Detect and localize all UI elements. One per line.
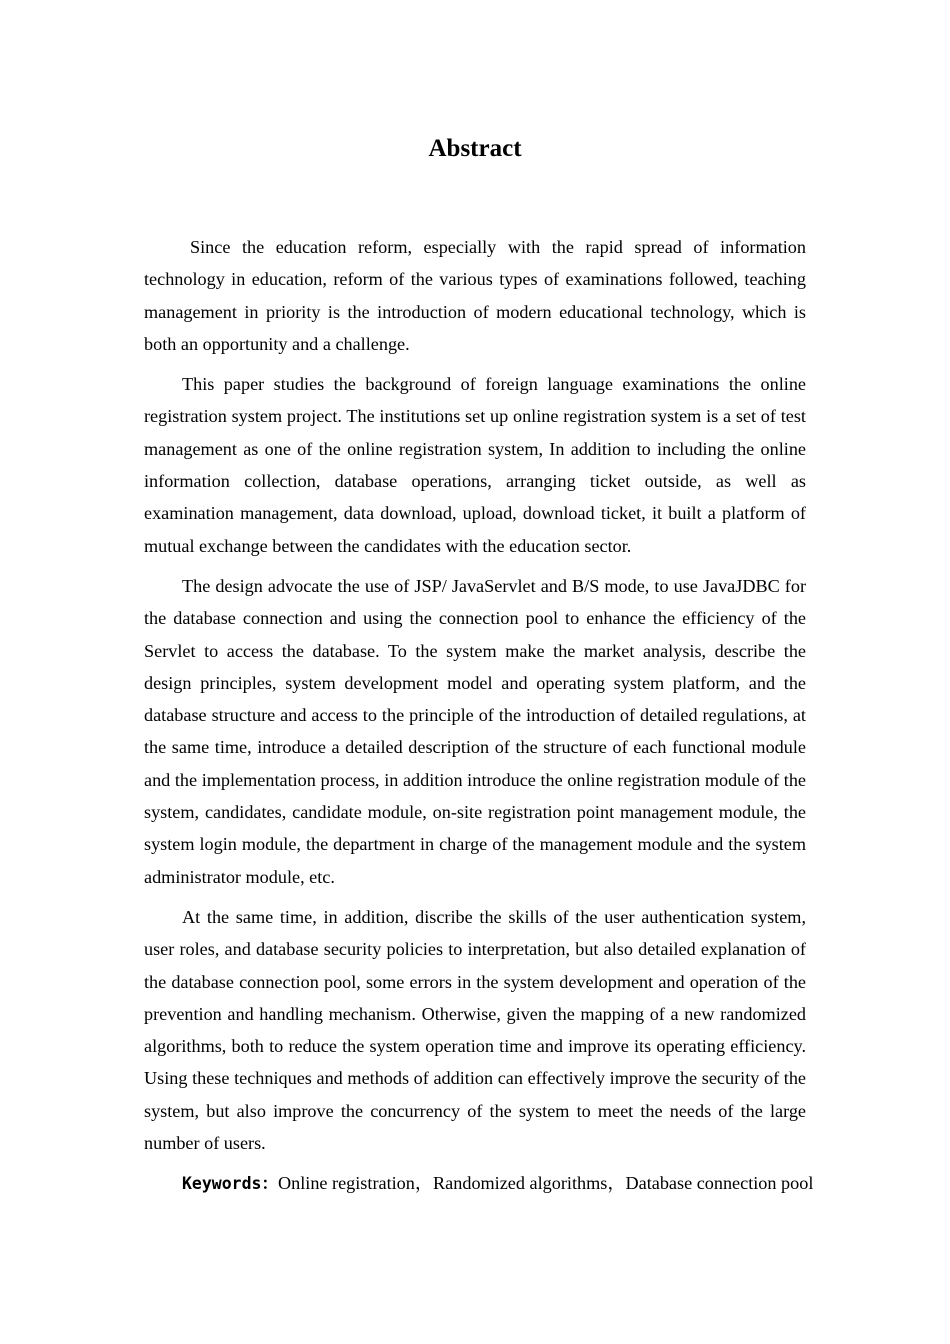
abstract-body xyxy=(144,231,814,1209)
page-title: Abstract xyxy=(428,135,522,162)
abstract-paragraph-3: The design advocate the use of JSP/ JavaServlet and B/S mode, to use JavaJDBC for the database connection and using the connection pool to enhance the efficiency of the Servlet to access the database. To the system make the market analysis, describe the design principles, system development model and operating system platform, and the database structure and access to the principle of the introduction of detailed regulations, at the same time, introduce a detailed description of the structure of each functional module and the implementation process, in addition introduce the online registration module of the system, candidates, candidate module, on-site registration point management module, the system login module, the department in charge of the management module and the system administrator module, etc. xyxy=(144,575,806,887)
keywords-line xyxy=(144,1167,814,1200)
abstract-paragraph-1: Since the education reform, especially with the rapid spread of information technology in education, reform of the various types of examinations followed, teaching management in priority is the introduction of modern educational technology, which is both an opportunity and a challenge. xyxy=(144,237,806,354)
abstract-paragraph-4: At the same time, in addition, discribe the skills of the user authentication system, user roles, and database security policies to interpretation, but also detailed explanation of the database connection pool, some errors in the system development and operation of the prevention and handling mechanism. Otherwise, given the mapping of a new randomized algorithms, both to reduce the system operation time and improve its operating efficiency. Using these techniques and methods of addition can effectively improve the security of the system, but also improve the concurrency of the system to meet the needs of the large number of users. xyxy=(144,906,806,1154)
keywords-label: Keywords： xyxy=(182,1174,278,1194)
abstract-paragraph-2: This paper studies the background of foreign language examinations the online registration system project. The institutions set up online registration system is a set of test management as one of the online registration system, In addition to including the online information collection, database operations, arranging ticket outside, as well as examination management, data download, upload, download ticket, it built a platform of mutual exchange between the candidates with the education sector. xyxy=(144,374,806,556)
keywords-text: Online registration，Randomized algorithms，Database connection pool xyxy=(277,1173,814,1194)
